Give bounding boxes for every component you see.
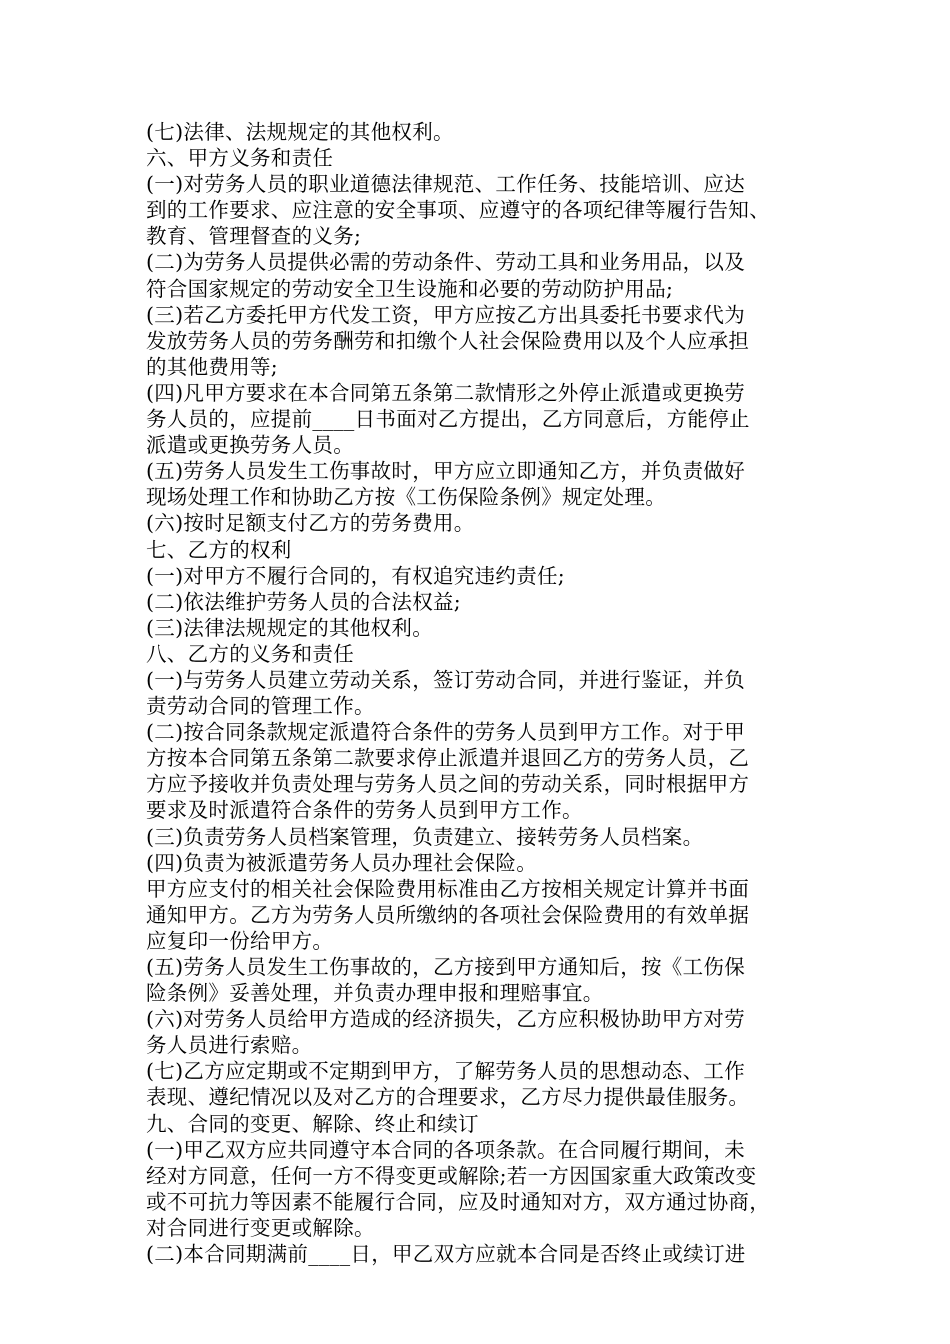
text-line: 责劳动合同的管理工作。	[146, 694, 375, 719]
text-line: 符合国家规定的劳动安全卫生设施和必要的劳动防护用品;	[146, 276, 674, 301]
text-line: (三)法律法规规定的其他权利。	[146, 615, 433, 640]
text-line: 发放劳务人员的劳务酬劳和扣缴个人社会保险费用以及个人应承担	[146, 328, 750, 353]
text-line: (四)负责为被派遣劳务人员办理社会保险。	[146, 850, 537, 875]
text-line: 要求及时派遣符合条件的劳务人员到甲方工作。	[146, 798, 583, 823]
text-line: (六)按时足额支付乙方的劳务费用。	[146, 511, 475, 536]
text-line: (五)劳务人员发生工伤事故的，乙方接到甲方通知后，按《工伤保	[146, 955, 745, 979]
text-line: 到的工作要求、应注意的安全事项、应遵守的各项纪律等履行告知、	[146, 198, 770, 223]
document-body	[146, 119, 806, 1267]
text-line: (二)为劳务人员提供必需的劳动条件、劳动工具和业务用品，以及	[146, 250, 745, 275]
text-line: (七)法律、法规规定的其他权利。	[146, 120, 454, 144]
text-line: (一)对甲方不履行合同的，有权追究违约责任;	[146, 563, 566, 588]
text-line: (六)对劳务人员给甲方造成的经济损失，乙方应积极协助甲方对劳	[146, 1007, 745, 1032]
text-line: (三)若乙方委托甲方代发工资，甲方应按乙方出具委托书要求代为	[146, 302, 745, 327]
text-line: 九、合同的变更、解除、终止和续订	[146, 1111, 479, 1136]
text-line: (五)劳务人员发生工伤事故时，甲方应立即通知乙方，并负责做好	[146, 459, 745, 484]
text-line: 通知甲方。乙方为劳务人员所缴纳的各项社会保险费用的有效单据	[146, 902, 750, 927]
text-line: (七)乙方应定期或不定期到甲方，了解劳务人员的思想动态、工作	[146, 1059, 745, 1084]
text-line: 或不可抗力等因素不能履行合同，应及时通知对方，双方通过协商，	[146, 1189, 770, 1214]
text-line: 七、乙方的权利	[146, 537, 292, 562]
text-line: 教育、管理督查的义务;	[146, 224, 362, 249]
text-line: 对合同进行变更或解除。	[146, 1215, 375, 1240]
text-line: 务人员进行索赔。	[146, 1033, 313, 1058]
text-line: 险条例》妥善处理，并负责办理申报和理赔事宜。	[146, 981, 604, 1006]
text-line: 派遣或更换劳务人员。	[146, 433, 354, 458]
text-line: 表现、遵纪情况以及对乙方的合理要求，乙方尽力提供最佳服务。	[146, 1085, 750, 1110]
text-line: (二)本合同期满前____日，甲乙双方应就本合同是否终止或续订进	[146, 1242, 746, 1267]
text-line: 经对方同意，任何一方不得变更或解除;若一方因国家重大政策改变	[146, 1163, 757, 1188]
text-line: 方应予接收并负责处理与劳务人员之间的劳动关系，同时根据甲方	[146, 772, 750, 797]
text-line: (二)依法维护劳务人员的合法权益;	[146, 589, 462, 614]
text-line: 八、乙方的义务和责任	[146, 641, 354, 666]
text-line: 现场处理工作和协助乙方按《工伤保险条例》规定处理。	[146, 485, 666, 510]
text-line: 务人员的，应提前____日书面对乙方提出，乙方同意后，方能停止	[146, 407, 750, 432]
text-line: 方按本合同第五条第二款要求停止派遣并退回乙方的劳务人员，乙	[146, 746, 750, 771]
text-line: (二)按合同条款规定派遣符合条件的劳务人员到甲方工作。对于甲	[146, 720, 745, 745]
text-line: (一)对劳务人员的职业道德法律规范、工作任务、技能培训、应达	[146, 172, 745, 197]
text-line: 六、甲方义务和责任	[146, 146, 334, 171]
text-line: (三)负责劳务人员档案管理，负责建立、接转劳务人员档案。	[146, 824, 704, 849]
text-line: 甲方应支付的相关社会保险费用标准由乙方按相关规定计算并书面	[146, 876, 750, 901]
text-line: (四)凡甲方要求在本合同第五条第二款情形之外停止派遣或更换劳	[146, 380, 745, 405]
text-line: (一)与劳务人员建立劳动关系，签订劳动合同，并进行鉴证，并负	[146, 667, 745, 692]
text-line: 应复印一份给甲方。	[146, 928, 334, 953]
text-line: (一)甲乙双方应共同遵守本合同的各项条款。在合同履行期间，未	[146, 1137, 745, 1162]
text-line: 的其他费用等;	[146, 354, 279, 379]
